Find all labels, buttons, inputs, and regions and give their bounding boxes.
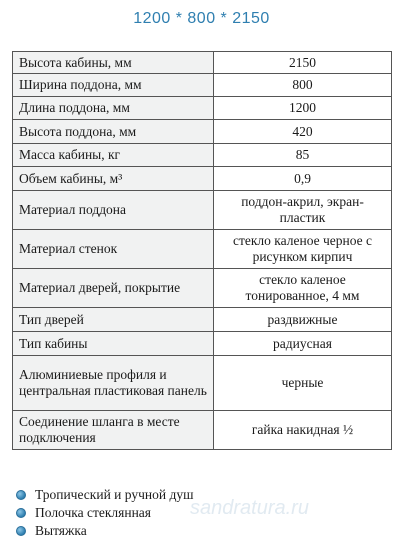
spec-label: Материал дверей, покрытие	[13, 269, 214, 308]
bullet-icon	[16, 526, 26, 536]
table-row	[13, 120, 392, 144]
spec-value: 85	[214, 144, 392, 167]
spec-value: 0,9	[214, 167, 392, 191]
spec-label: Масса кабины, кг	[13, 144, 214, 167]
spec-label: Тип дверей	[13, 308, 214, 332]
table-row	[13, 191, 392, 230]
table-row	[13, 144, 392, 167]
spec-label: Тип кабины	[13, 332, 214, 356]
spec-label: Материал поддона	[13, 191, 214, 230]
spec-value: 800	[214, 74, 392, 97]
list-item	[16, 486, 193, 504]
spec-value: радиусная	[214, 332, 392, 356]
list-item	[16, 504, 193, 522]
spec-value: стекло каленое тонированное, 4 мм	[214, 269, 392, 308]
spec-value: поддон-акрил, экран-пластик	[214, 191, 392, 230]
spec-label: Высота поддона, мм	[13, 120, 214, 144]
table-row	[13, 269, 392, 308]
spec-label: Алюминиевые профиля и центральная пластиковая панель	[13, 356, 214, 411]
table-row	[13, 332, 392, 356]
bullet-icon	[16, 508, 26, 518]
feature-label: Полочка стеклянная	[35, 505, 152, 520]
spec-value: черные	[214, 356, 392, 411]
watermark: sandratura.ru	[190, 497, 309, 519]
spec-value: 2150	[214, 52, 392, 74]
page-title: 1200 * 800 * 2150	[133, 10, 270, 27]
table-row	[13, 308, 392, 332]
spec-label: Длина поддона, мм	[13, 97, 214, 120]
spec-label: Высота кабины, мм	[13, 52, 214, 74]
spec-value: раздвижные	[214, 308, 392, 332]
table-row	[13, 167, 392, 191]
spec-value: 420	[214, 120, 392, 144]
spec-label: Соединение шланга в месте подключения	[13, 411, 214, 450]
spec-label: Ширина поддона, мм	[13, 74, 214, 97]
feature-label: Тропический и ручной душ	[35, 487, 194, 502]
spec-label: Материал стенок	[13, 230, 214, 269]
table-row	[13, 52, 392, 74]
spec-label: Объем кабины, м³	[13, 167, 214, 191]
list-item	[16, 522, 193, 540]
table-row	[13, 356, 392, 411]
spec-value: стекло каленое черное с рисунком кирпич	[214, 230, 392, 269]
spec-value: гайка накидная ½	[214, 411, 392, 450]
table-row	[13, 97, 392, 120]
table-row	[13, 74, 392, 97]
bullet-icon	[16, 490, 26, 500]
features-list	[16, 486, 193, 540]
table-row	[13, 230, 392, 269]
table-row	[13, 411, 392, 450]
specs-table	[12, 51, 392, 450]
spec-value: 1200	[214, 97, 392, 120]
feature-label: Вытяжка	[35, 523, 87, 538]
